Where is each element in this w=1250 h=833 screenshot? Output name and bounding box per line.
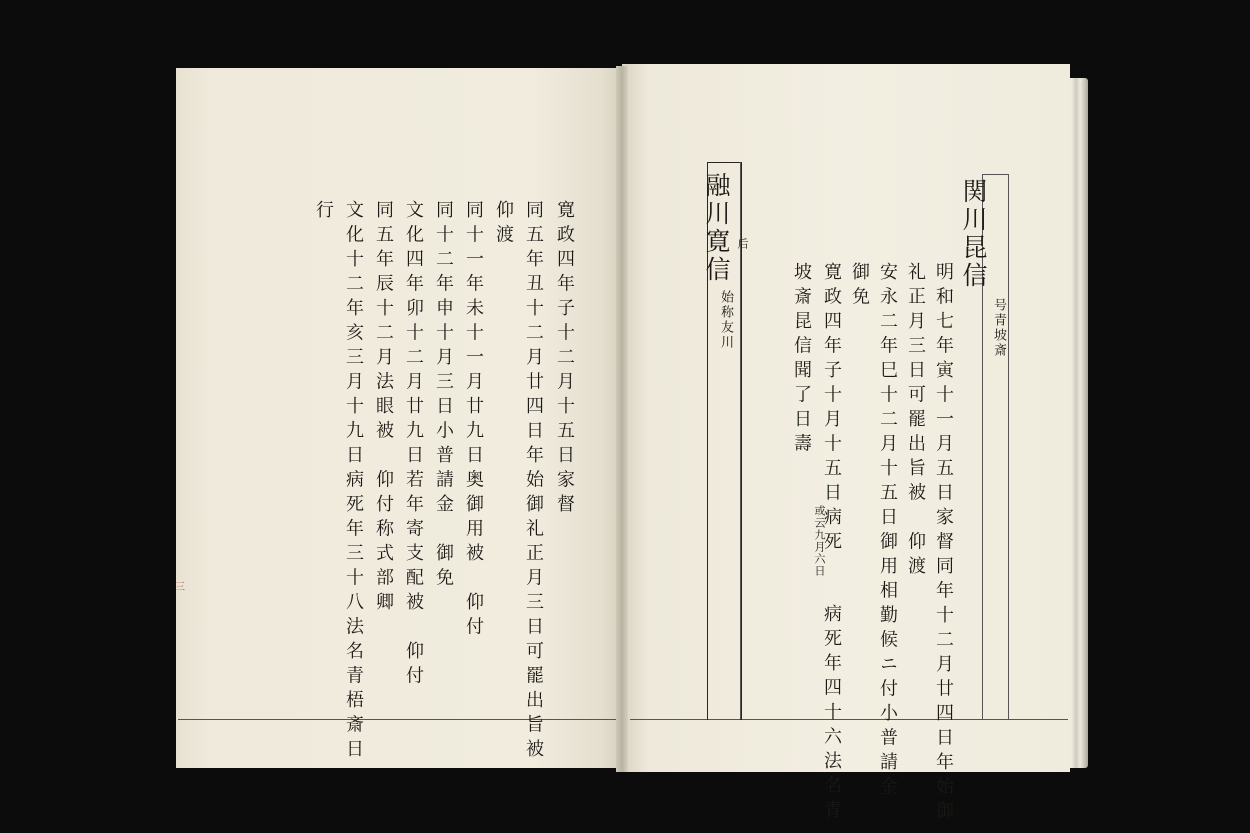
- entry1-line-1: 明和七年寅十一月五日家督同年十二月廿四日年始御: [933, 262, 954, 826]
- left-line-1: 寛政四年子十二月十五日家督: [554, 200, 575, 519]
- show-through-text: [216, 178, 242, 618]
- entry2-name: 融川寛信: [702, 172, 731, 284]
- entry1-frame-top: [982, 174, 1008, 175]
- entry2-note: 始称友川: [718, 290, 733, 350]
- left-line-5: 同十二年申十月三日小普請金 御免: [433, 200, 454, 592]
- left-line-9: 行: [313, 200, 334, 225]
- red-margin-mark: 三: [175, 582, 185, 593]
- entry1-name: 関川昆信: [959, 178, 988, 290]
- entry1-line-3: 安永二年巳十二月十五日御用相勤候ニ付小普請金: [877, 262, 898, 801]
- left-line-7: 同五年辰十二月法眼被 仰付称式部卿: [373, 200, 394, 617]
- entry2-name-note: 后: [736, 238, 749, 250]
- entry1-note: 号青坡斎: [991, 298, 1006, 358]
- entry1-line-5: 寛政四年子十月十五日病死: [821, 262, 842, 556]
- entry1-frame-right: [1008, 174, 1009, 720]
- entry1-line-6: 坡斎昆信聞了日壽: [791, 262, 812, 458]
- left-line-2: 同五年丑十二月廿四日年始御礼正月三日可罷出旨被: [523, 200, 544, 764]
- right-page: [622, 64, 1070, 772]
- left-bottom-rule: [178, 719, 616, 720]
- entry1-line-4: 御免: [849, 262, 870, 311]
- left-line-8: 文化十二年亥三月十九日病死年三十八法名青梧斎日: [343, 200, 364, 764]
- right-bottom-rule: [630, 719, 1068, 720]
- left-line-3: 仰渡: [493, 200, 514, 249]
- entry1-interlinear-note: 或云九月六日: [813, 505, 826, 577]
- left-line-4: 同十一年未十一月廿九日奥御用被 仰付: [463, 200, 484, 641]
- entry1-line-2: 礼正月三日可罷出旨被 仰渡: [905, 262, 926, 581]
- entry1-tail: 病死年四十六法名青: [821, 604, 842, 825]
- left-line-6: 文化四年卯十二月廿九日若年寄支配被 仰付: [403, 200, 424, 690]
- book-gutter: [616, 66, 628, 772]
